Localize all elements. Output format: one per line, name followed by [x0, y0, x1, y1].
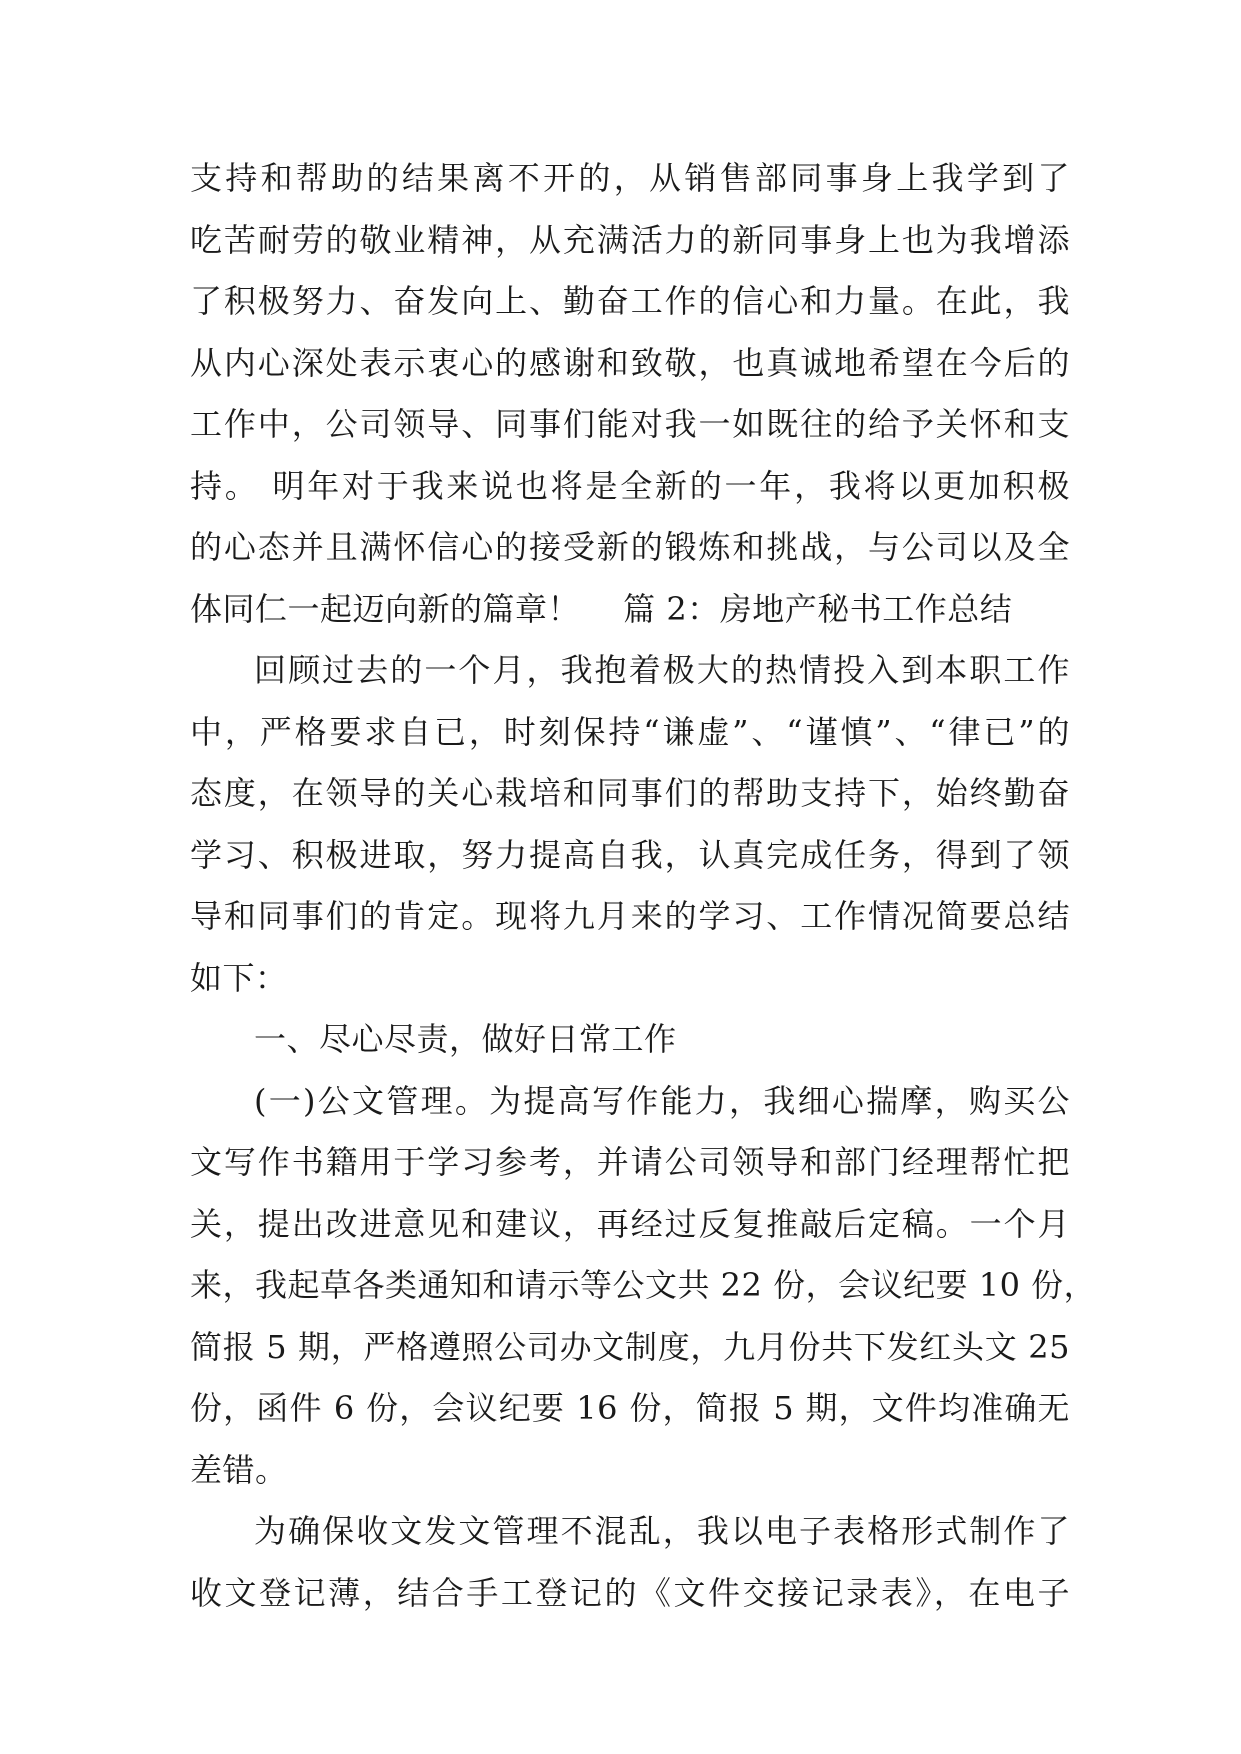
text-line: 关，提出改进意见和建议，再经过反复推敲后定稿。一个月 — [190, 1204, 1070, 1243]
text-line: 学习、积极进取，努力提高自我，认真完成任务，得到了领 — [190, 835, 1070, 874]
text-line: 份，函件 6 份，会议纪要 16 份，简报 5 期，文件均准确无 — [190, 1389, 1070, 1427]
text-line: 收文登记薄，结合手工登记的《文件交接记录表》，在电子 — [190, 1573, 1070, 1612]
document-body — [190, 148, 1097, 1624]
text-line: 态度，在领导的关心栽培和同事们的帮助支持下，始终勤奋 — [190, 774, 1070, 812]
text-line: 支持和帮助的结果离不开的，从销售部同事身上我学到了 — [190, 159, 1070, 197]
text-line: 简报 5 期，严格遵照公司办文制度，九月份共下发红头文 25 — [190, 1327, 1070, 1366]
text-line: 为确保收文发文管理不混乱，我以电子表格形式制作了 — [254, 1512, 1070, 1550]
text-line: (一)公文管理。为提高写作能力，我细心揣摩，购买公 — [254, 1081, 1070, 1120]
text-line: 体同仁一起迈向新的篇章！ 篇 2：房地产秘书工作总结 — [190, 589, 1013, 628]
text-line: 回顾过去的一个月，我抱着极大的热情投入到本职工作 — [254, 651, 1070, 689]
text-line: 导和同事们的肯定。现将九月来的学习、工作情况简要总结 — [190, 897, 1070, 935]
text-line: 的心态并且满怀信心的接受新的锻炼和挑战，与公司以及全 — [190, 528, 1070, 566]
text-line: 持。 明年对于我来说也将是全新的一年，我将以更加积极 — [190, 466, 1070, 505]
text-line: 从内心深处表示衷心的感谢和致敬，也真诚地希望在今后的 — [190, 343, 1070, 382]
text-line: 来，我起草各类通知和请示等公文共 22 份，会议纪要 10 份， — [190, 1266, 1097, 1304]
text-line: 文写作书籍用于学习参考，并请公司领导和部门经理帮忙把 — [190, 1143, 1070, 1181]
section-heading: 一、尽心尽责，做好日常工作 — [254, 1020, 677, 1058]
text-line: 如下： — [190, 958, 288, 997]
text-line: 吃苦耐劳的敬业精神，从充满活力的新同事身上也为我增添 — [190, 220, 1070, 259]
text-line: 工作中，公司领导、同事们能对我一如既往的给予关怀和支 — [190, 405, 1070, 443]
text-line: 差错。 — [190, 1450, 288, 1489]
text-line: 了积极努力、奋发向上、勤奋工作的信心和力量。在此，我 — [190, 282, 1070, 320]
text-line: 中，严格要求自已，时刻保持“谦虚”、“谨慎”、“律已”的 — [190, 712, 1070, 751]
